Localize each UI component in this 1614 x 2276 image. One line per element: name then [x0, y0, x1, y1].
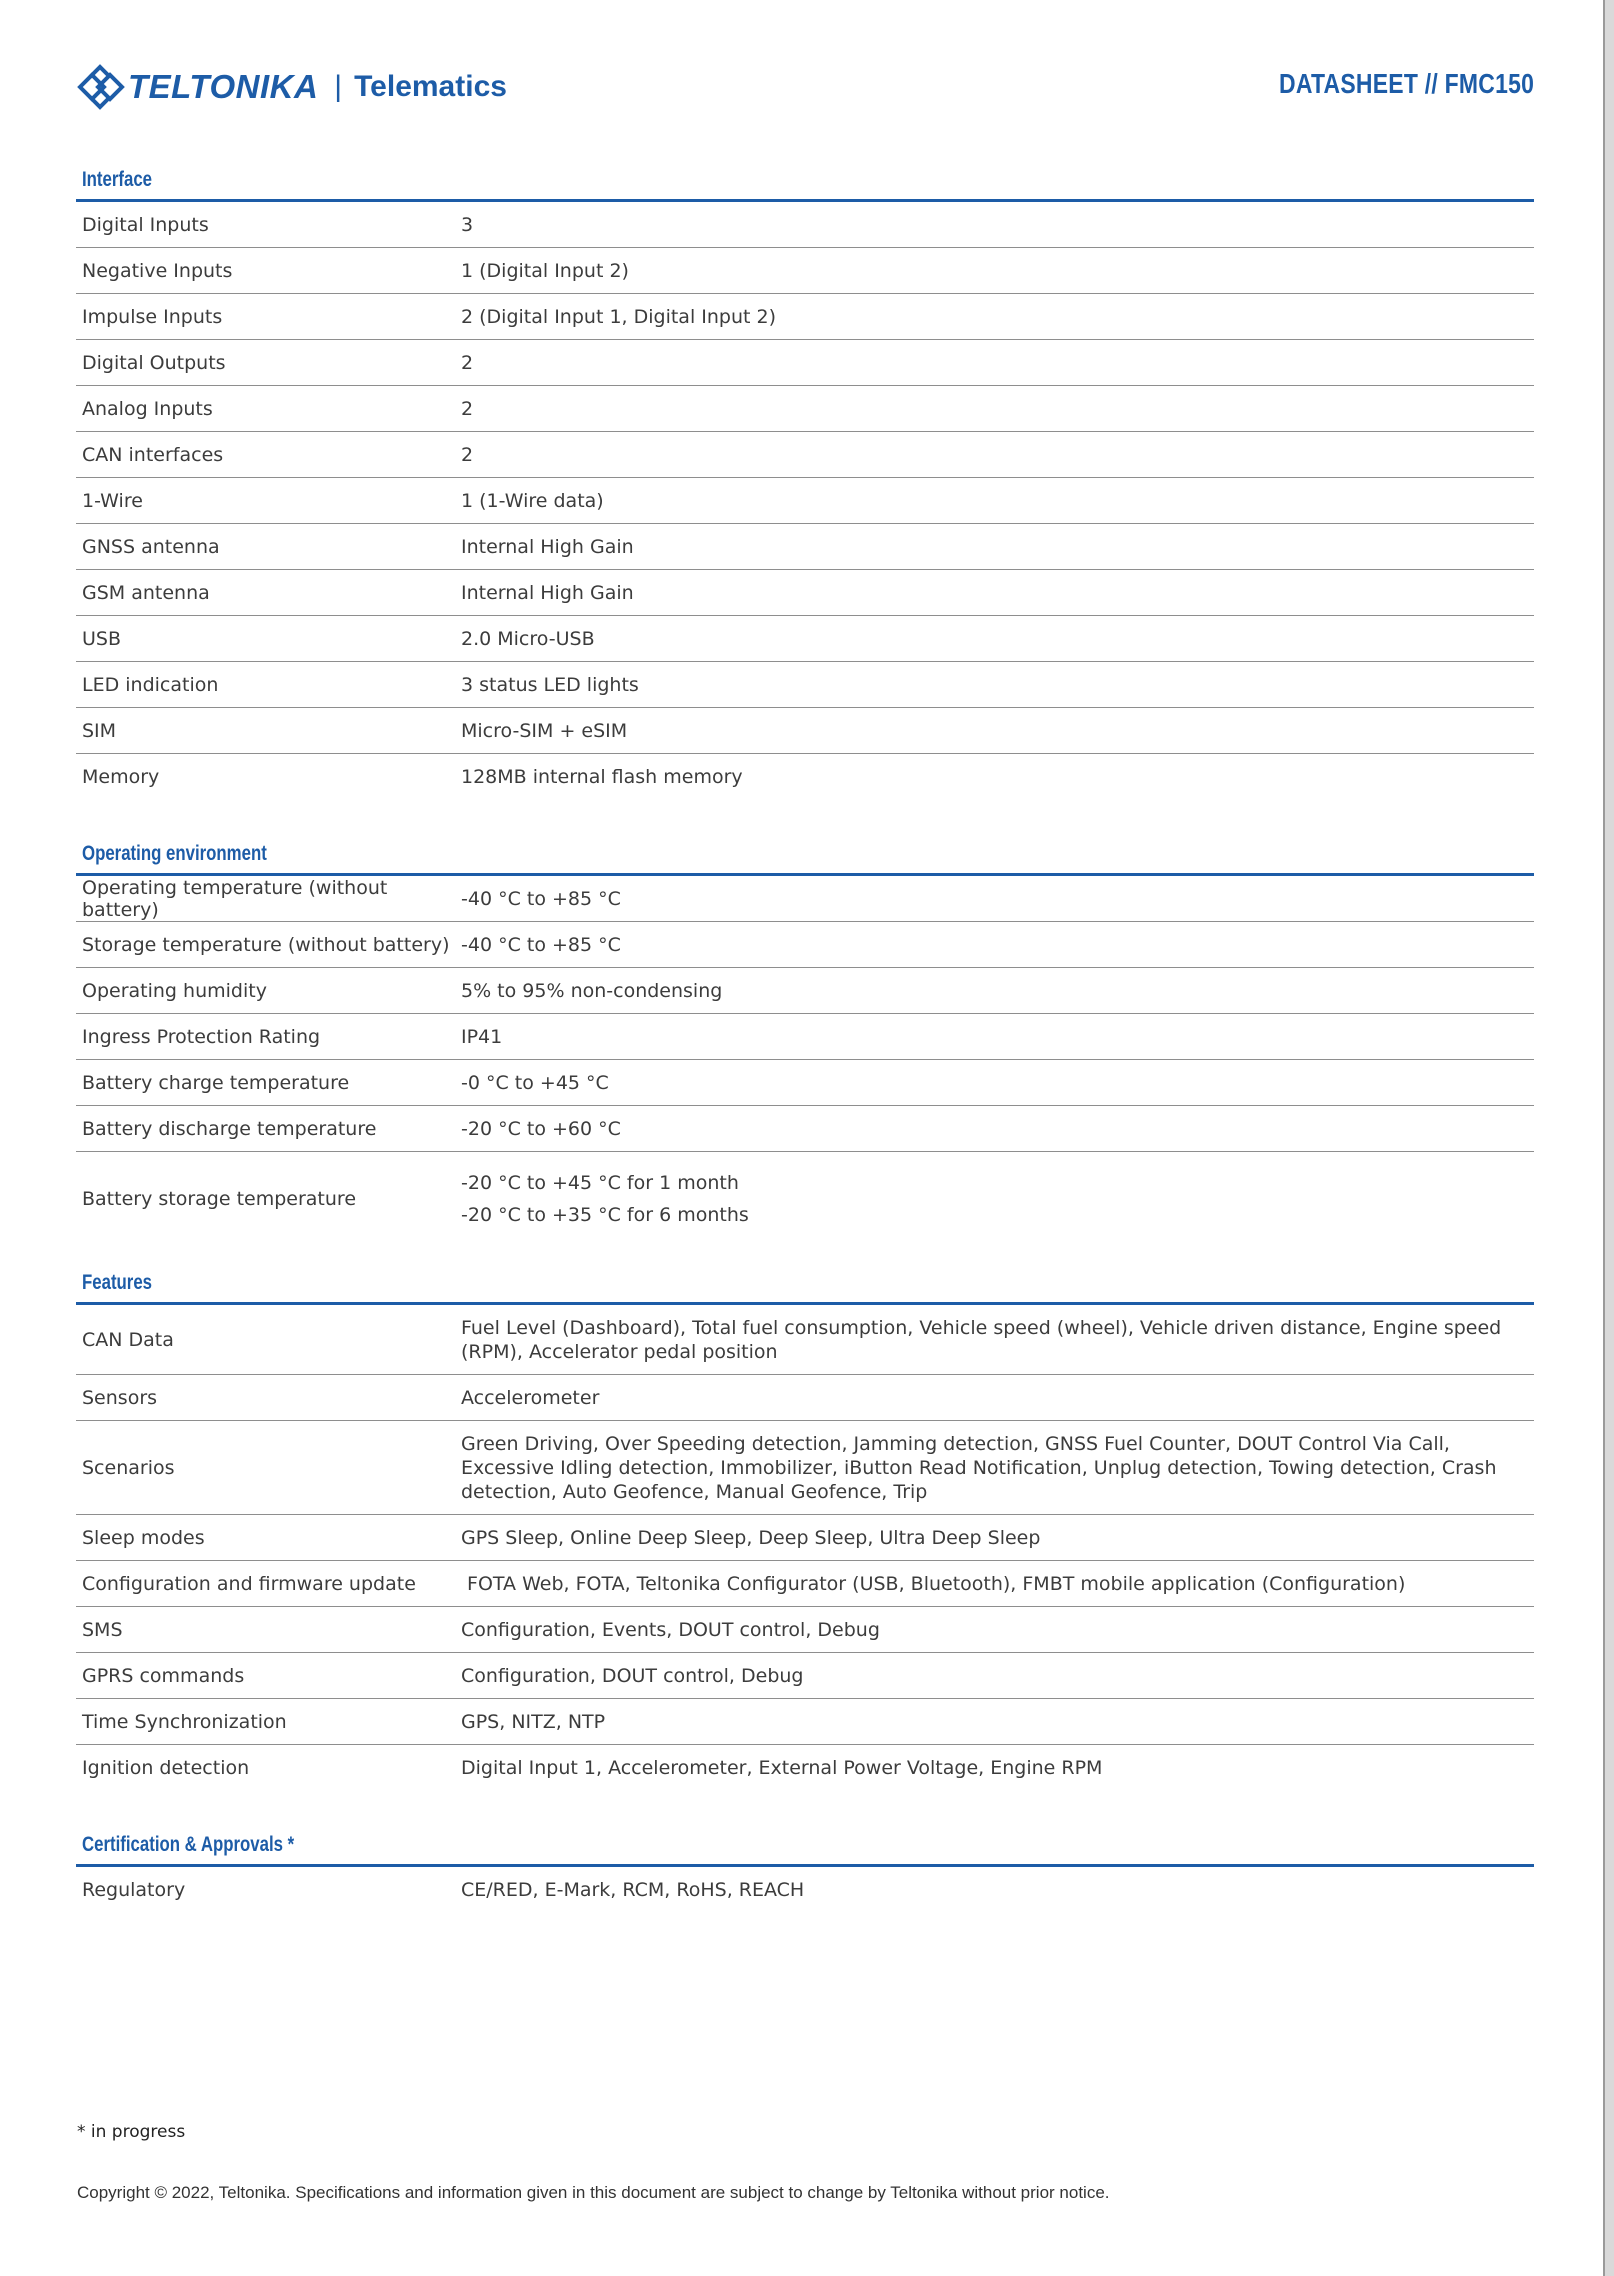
copyright-notice: Copyright © 2022, Teltonika. Specifications and information given in this document are subject to change by Teltonika without prior notice. [77, 2183, 1110, 2202]
table-row: CAN interfaces 2 [76, 432, 1534, 478]
section-title: Certification & Approvals * [76, 1823, 1534, 1867]
teltonika-logo-icon [76, 62, 132, 112]
table-row: GSM antenna Internal High Gain [76, 570, 1534, 616]
footnote: * in progress [77, 2122, 186, 2142]
section-title: Features [76, 1261, 1534, 1305]
table-row: Operating temperature (without battery) -40 °C to +85 °C [76, 876, 1534, 922]
table-row: Storage temperature (without battery) -40 °C to +85 °C [76, 922, 1534, 968]
table-row: Memory 128MB internal flash memory [82, 766, 743, 788]
teltonika-logo [76, 62, 507, 112]
table-row: Impulse Inputs 2 (Digital Input 1, Digital Input 2) [76, 294, 1534, 340]
table-row: Analog Inputs 2 [76, 386, 1534, 432]
table-row: Digital Outputs 2 [76, 340, 1534, 386]
table-row: Battery discharge temperature -20 °C to +60 °C [76, 1106, 1534, 1152]
table-row: GPRS commands Configuration, DOUT control, Debug [76, 1653, 1534, 1699]
section-features [76, 1261, 1534, 1791]
table-row: Time Synchronization GPS, NITZ, NTP [76, 1699, 1534, 1745]
table-row: Negative Inputs 1 (Digital Input 2) [76, 248, 1534, 294]
datasheet-title: DATASHEET // FMC150 [1278, 68, 1534, 99]
page-edge [1603, 0, 1614, 2276]
brand-division: Telematics [354, 70, 507, 103]
table-row: CAN Data Fuel Level (Dashboard), Total fuel consumption, Vehicle speed (wheel), Vehicle driven distance, Engine speed (RPM), Accelerator pedal position [76, 1305, 1534, 1375]
section-operating-environment [76, 832, 1534, 1246]
table-row: LED indication 3 status LED lights [76, 662, 1534, 708]
page-header [76, 58, 1534, 118]
table-row: Scenarios Green Driving, Over Speeding detection, Jamming detection, GNSS Fuel Counter, DOUT Control Via Call, Excessive Idling detection, Immobilizer, iButton Read Notification, Unplug detection, Towing detection, Crash detection, Auto Geofence, Manual Geofence, Trip [76, 1421, 1534, 1515]
table-row: USB 2.0 Micro-USB [76, 616, 1534, 662]
table-row: SIM Micro-SIM + eSIM [76, 708, 1534, 754]
brand-separator: | [334, 70, 343, 103]
table-row: Digital Inputs 3 [76, 202, 1534, 248]
table-row: GNSS antenna Internal High Gain [76, 524, 1534, 570]
section-title: Operating environment [76, 832, 1534, 876]
table-row: Operating humidity 5% to 95% non-condensing [76, 968, 1534, 1014]
table-row: Regulatory CE/RED, E-Mark, RCM, RoHS, REACH [82, 1879, 805, 1901]
table-row: Configuration and firmware update FOTA Web, FOTA, Teltonika Configurator (USB, Bluetooth), FMBT mobile application (Configuration) [76, 1561, 1534, 1607]
table-row: Ingress Protection Rating IP41 [76, 1014, 1534, 1060]
table-row: Sensors Accelerometer [76, 1375, 1534, 1421]
section-title: Interface [76, 158, 1534, 202]
table-row: Ignition detection Digital Input 1, Accelerometer, External Power Voltage, Engine RPM [82, 1757, 1103, 1779]
table-row: 1-Wire 1 (1-Wire data) [76, 478, 1534, 524]
table-row: Battery storage temperature -20 °C to +45 °C for 1 month -20 °C to +35 °C for 6 months [82, 1172, 749, 1226]
section-interface [76, 158, 1534, 800]
table-row: SMS Configuration, Events, DOUT control, Debug [76, 1607, 1534, 1653]
brand-name: TELTONIKA [128, 68, 319, 105]
table-row: Battery charge temperature -0 °C to +45 °C [76, 1060, 1534, 1106]
table-row: Sleep modes GPS Sleep, Online Deep Sleep, Deep Sleep, Ultra Deep Sleep [76, 1515, 1534, 1561]
section-certification [76, 1823, 1534, 1913]
